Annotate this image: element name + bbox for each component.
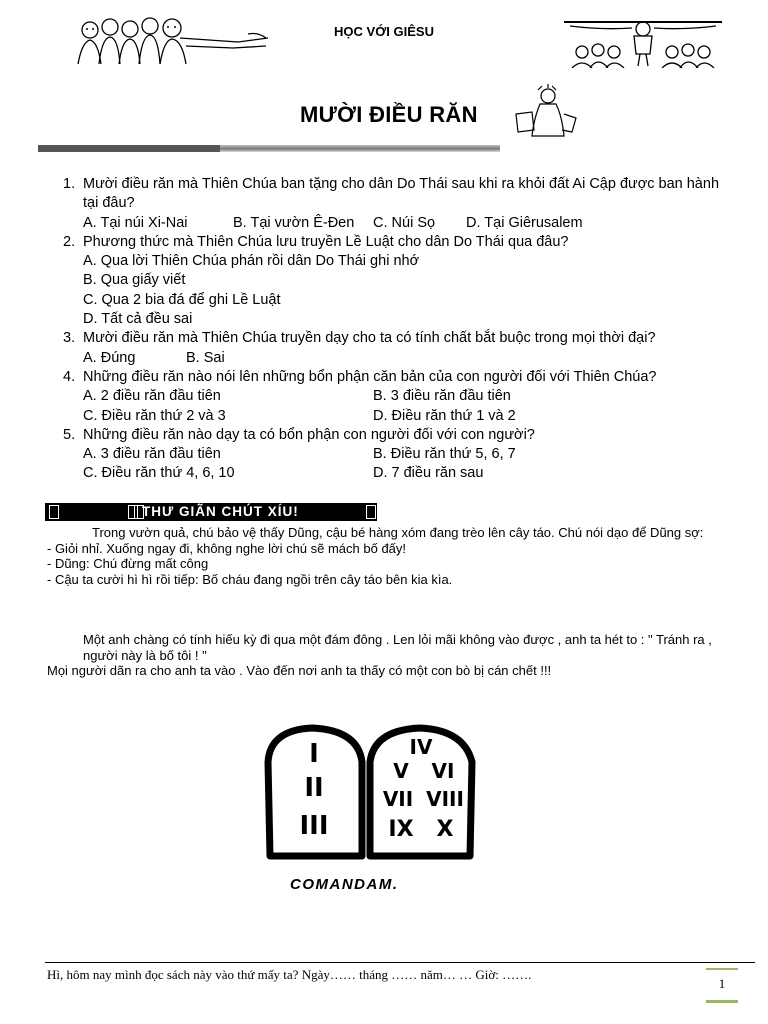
tablets-caption: COMANDAM. bbox=[290, 876, 399, 893]
joke-paragraph: Trong vườn quả, chú bảo vệ thấy Dũng, cậu bé hàng xóm đang trèo lên cây táo. Chú nói dạo để Dũng sợ: bbox=[92, 525, 704, 540]
question-2 bbox=[63, 233, 733, 329]
question-number: 4. bbox=[63, 368, 76, 385]
page-title: MƯỜI ĐIỀU RĂN bbox=[300, 102, 478, 127]
answer-option: B. Tại vườn Ê-Đen bbox=[233, 214, 355, 231]
answer-option: D. Tại Giêrusalem bbox=[466, 214, 583, 231]
answer-option: B. Sai bbox=[186, 349, 225, 366]
box-glyph-icon bbox=[49, 505, 59, 519]
question-number: 3. bbox=[63, 330, 76, 347]
question-text: Những điều răn nào dạy ta có bổn phận con người đối với con người? bbox=[83, 426, 535, 443]
answer-option: C. Núi Sọ bbox=[373, 214, 436, 231]
joke-paragraph: Một anh chàng có tính hiếu kỳ đi qua một đám đông . Len lỏi mãi không vào được , anh ta hét to : " Tránh ra , người này là bố tôi ! " bbox=[83, 632, 712, 663]
answer-options bbox=[83, 349, 733, 368]
answer-options bbox=[83, 214, 733, 233]
answer-option: A. Tại núi Xi-Nai bbox=[83, 214, 188, 231]
tablet-numeral: V bbox=[393, 759, 409, 783]
question-text: Mười điều răn mà Thiên Chúa truyền dạy cho ta có tính chất bắt buộc trong mọi thời đại? bbox=[83, 330, 656, 347]
tablet-numeral: I bbox=[309, 739, 319, 769]
moses-tablets-sketch-image bbox=[512, 84, 580, 144]
header-title: HỌC VỚI GIÊSU bbox=[334, 24, 434, 39]
footer-text: Hì, hôm nay mình đọc sách này vào thứ mấy ta? Ngày…… tháng …… năm… … Giờ: ……. bbox=[47, 967, 532, 982]
tablet-numeral: IV bbox=[409, 735, 433, 759]
joke-line: - Giỏi nhỉ. Xuống ngay đi, không nghe lời chú sẽ mách bố đấy! bbox=[47, 540, 407, 556]
tablet-numeral: VI bbox=[431, 759, 455, 783]
joke-1 bbox=[47, 525, 727, 587]
question-list bbox=[63, 175, 733, 484]
answer-option: B. Qua giấy viết bbox=[83, 272, 186, 289]
joke-line: - Dũng: Chú đừng mất công bbox=[47, 556, 209, 571]
answer-option: B. Điều răn thứ 5, 6, 7 bbox=[373, 446, 516, 463]
joke-2 bbox=[47, 632, 727, 679]
title-underline-rule-dark bbox=[38, 145, 220, 152]
question-5 bbox=[63, 426, 733, 484]
question-4 bbox=[63, 368, 733, 426]
answer-option: A. Đúng bbox=[83, 349, 136, 366]
relax-banner-text: THƯ GIÃN CHÚT XÍU! bbox=[142, 504, 299, 519]
answer-option: D. 7 điều răn sau bbox=[373, 465, 484, 482]
tablet-numeral: II bbox=[304, 773, 324, 803]
joke-line: Mọi người dãn ra cho anh ta vào . Vào đến nơi anh ta thấy có một con bò bị cán chết !!! bbox=[47, 663, 552, 678]
answer-options bbox=[83, 445, 733, 484]
answer-option: A. 3 điều răn đầu tiên bbox=[83, 446, 221, 463]
answer-option: D. Điều răn thứ 1 và 2 bbox=[373, 407, 516, 424]
relax-banner bbox=[45, 503, 377, 521]
answer-option: A. Qua lời Thiên Chúa phán rồi dân Do Thái ghi nhớ bbox=[83, 253, 420, 270]
question-number: 5. bbox=[63, 426, 76, 443]
question-number: 1. bbox=[63, 176, 76, 192]
question-1 bbox=[63, 175, 733, 233]
question-text: Phương thức mà Thiên Chúa lưu truyền Lề Luật cho dân Do Thái qua đâu? bbox=[83, 233, 569, 250]
tablet-numeral: X bbox=[436, 817, 454, 842]
tablet-numeral: VII bbox=[382, 787, 414, 811]
tablet-numeral: IX bbox=[388, 817, 414, 842]
joke-line: - Cậu ta cười hì hì rồi tiếp: Bố cháu đang ngồi trên cây táo bên kia kìa. bbox=[47, 571, 453, 587]
ten-commandments-tablets-image bbox=[262, 722, 482, 862]
question-number: 2. bbox=[63, 233, 76, 250]
answer-options bbox=[83, 387, 733, 426]
answer-option: A. 2 điều răn đầu tiên bbox=[83, 388, 221, 405]
answer-option: C. Điều răn thứ 4, 6, 10 bbox=[83, 465, 235, 482]
page-number-box bbox=[706, 968, 738, 1003]
answer-option: D. Tất cả đều sai bbox=[83, 311, 193, 328]
answer-option: C. Điều răn thứ 2 và 3 bbox=[83, 407, 226, 424]
answer-option: B. 3 điều răn đầu tiên bbox=[373, 388, 511, 405]
page-number: 1 bbox=[718, 976, 726, 991]
question-text: Những điều răn nào nói lên những bổn phận căn bản của con người đối với Thiên Chúa? bbox=[83, 368, 657, 385]
box-glyph-icon bbox=[366, 505, 376, 519]
tablet-numeral: VIII bbox=[426, 787, 464, 811]
question-3 bbox=[63, 329, 733, 368]
answer-option: C. Qua 2 bia đá để ghi Lề Luật bbox=[83, 291, 281, 308]
tablet-numeral: III bbox=[299, 811, 329, 841]
footer-rule bbox=[45, 962, 755, 963]
question-text: Mười điều răn mà Thiên Chúa ban tặng cho dân Do Thái sau khi ra khỏi đất Ai Cập được ban hành tại đâu? bbox=[83, 176, 720, 212]
